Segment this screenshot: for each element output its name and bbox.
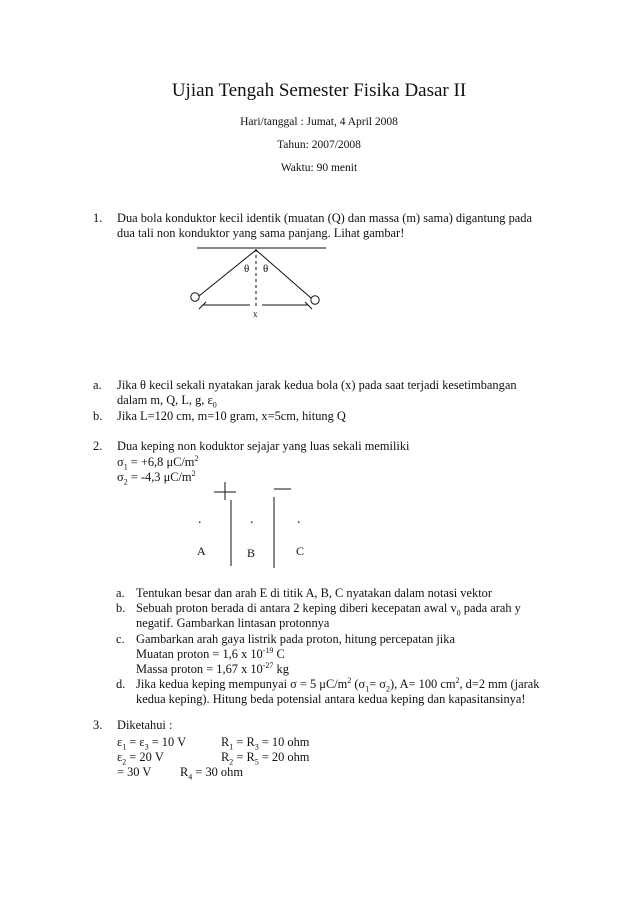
proton-charge: Muatan proton = 1,6 x $10^{-19}$ C bbox=[136, 645, 285, 661]
resistor-4-value: $R_4 = 30$ ohm bbox=[180, 765, 243, 782]
question-2d-line-1: Jika kedua keping mempunyai σ = 5 $\mu C/m^2$ $(\sigma_1= \sigma_2)$, A= 100 $cm^2$, d=2 mm (jarak bbox=[136, 675, 540, 694]
question-2b-line-1: Sebuah proton berada di antara 2 keping diberi kecepatan awal $v_0$ pada arah y bbox=[136, 601, 521, 618]
theta-left-label: θ bbox=[244, 263, 250, 275]
question-3-number: 3. bbox=[93, 718, 103, 732]
question-2a-line: Tentukan besar dan arah E di titik A, B, C nyatakan dalam notasi vektor bbox=[136, 586, 492, 600]
question-2c-label: c. bbox=[116, 632, 125, 646]
exam-title: Ujian Tengah Semester Fisika Dasar II bbox=[171, 80, 467, 101]
emf-3-value: = 30 V bbox=[117, 765, 152, 779]
exam-duration: Waktu: 90 menit bbox=[280, 162, 358, 174]
question-1-number: 1. bbox=[93, 211, 103, 225]
question-1a-line-1: Jika θ kecil sekali nyatakan jarak kedua bola (x) pada saat terjadi kesetimbangan bbox=[117, 378, 517, 392]
left-ball bbox=[191, 293, 199, 301]
sigma-1-value: $\sigma_1 = +6,8$ $\mu C/m^2$ bbox=[117, 453, 199, 472]
point-c-dot: . bbox=[297, 512, 301, 527]
point-a-dot: . bbox=[198, 512, 202, 527]
point-b-dot: . bbox=[250, 512, 254, 527]
sigma-2-value: $\sigma_2 = -4,3$ $\mu C/m^2$ bbox=[117, 468, 196, 487]
question-1a-label: a. bbox=[93, 378, 102, 392]
right-ball bbox=[311, 296, 319, 304]
question-2c-line-1: Gambarkan arah gaya listrik pada proton, hitung percepatan jika bbox=[136, 632, 455, 646]
question-2a-label: a. bbox=[116, 586, 125, 600]
question-1b-line: Jika L=120 cm, m=10 gram, x=5cm, hitung Q bbox=[117, 409, 346, 423]
proton-mass: Massa proton = 1,67 x $10^{-27}$ kg bbox=[136, 660, 289, 676]
question-2d-line-2: kedua keping). Hitung beda potensial antara kedua keping dan kapasitansinya! bbox=[136, 692, 526, 706]
resistor-2-5-value: $R_2 = R_5 = 20$ ohm bbox=[221, 750, 310, 767]
question-2-number: 2. bbox=[93, 439, 103, 453]
question-2b-line-2: negatif. Gambarkan lintasan protonnya bbox=[136, 616, 330, 630]
question-2-line-1: Dua keping non koduktor sejajar yang luas sekali memiliki bbox=[117, 439, 410, 453]
question-2d-label: d. bbox=[116, 677, 126, 691]
point-a-label: A bbox=[197, 544, 206, 558]
emf-2-value: $\varepsilon_2 = 20$ V bbox=[117, 750, 164, 767]
theta-right-label: θ bbox=[263, 263, 269, 275]
emf-1-3-value: $\varepsilon_1 = \varepsilon_3 = 10$ V bbox=[117, 735, 187, 752]
exam-date: Hari/tanggal : Jumat, 4 April 2008 bbox=[240, 116, 398, 128]
question-2b-label: b. bbox=[116, 601, 126, 615]
resistor-1-3-value: $R_1 = R_3 = 10$ ohm bbox=[221, 735, 310, 752]
question-1-line-2: dua tali non konduktor yang sama panjang. Lihat gambar! bbox=[117, 226, 405, 240]
question-1-line-1: Dua bola konduktor kecil identik (muatan (Q) dan massa (m) sama) digantung pada bbox=[117, 211, 532, 225]
x-distance-label: x bbox=[253, 309, 258, 319]
point-b-label: B bbox=[247, 546, 256, 560]
question-3-line-1: Diketahui : bbox=[117, 718, 173, 732]
question-1b-label: b. bbox=[93, 409, 103, 423]
exam-year: Tahun: 2007/2008 bbox=[277, 139, 361, 151]
point-c-label: C bbox=[296, 544, 305, 558]
question-1a-line-2: dalam m, Q, L, g, $\varepsilon_0$ bbox=[117, 393, 217, 410]
